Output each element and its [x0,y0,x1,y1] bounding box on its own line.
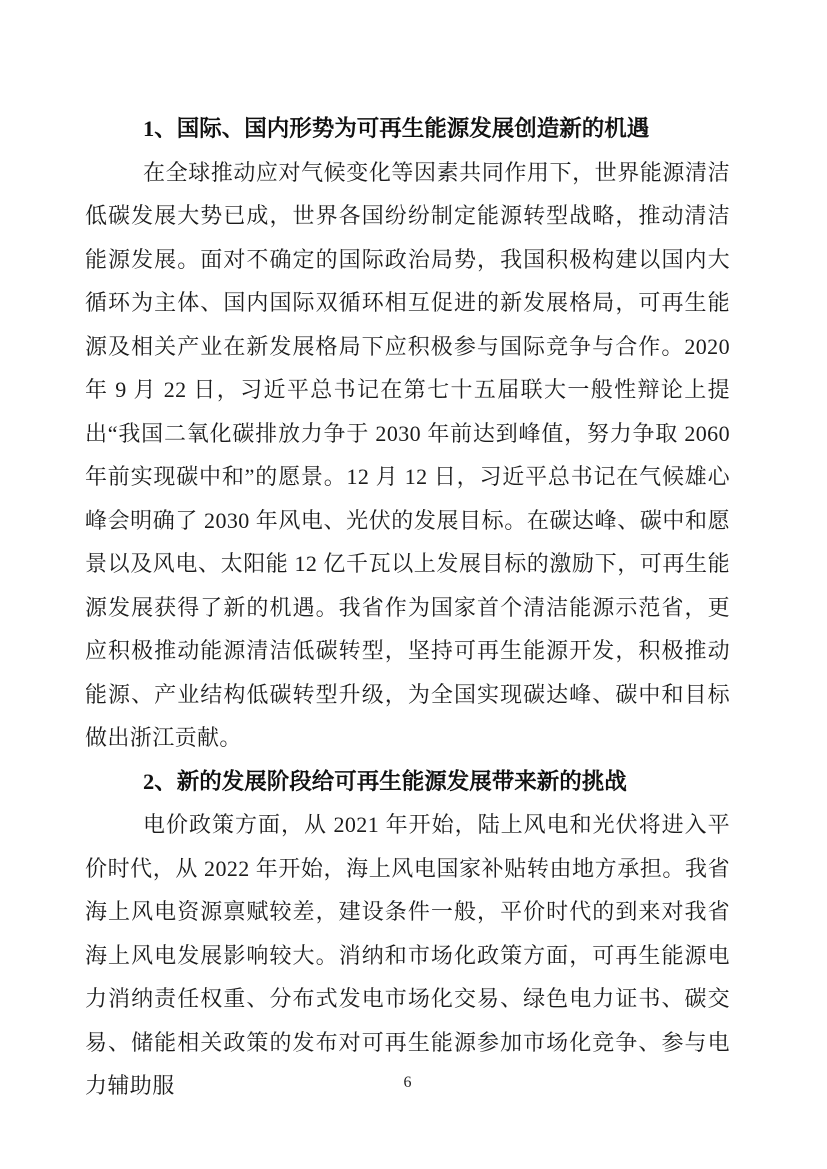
document-content [85,107,730,1108]
section-2-paragraph: 电价政策方面，从 2021 年开始，陆上风电和光伏将进入平价时代，从 2022 年开始，海上风电国家补贴转由地方承担。我省海上风电资源禀赋较差，建设条件一般，平价时代的到来对我省海上风电发展影响较大。消纳和市场化政策方面，可再生能源电力消纳责任权重、分布式发电市场化交易、绿色电力证书、碳交易、储能相关政策的发布对可再生能源参加市场化竞争、参与电力辅助服 [85,812,730,1098]
page-footer [85,1074,730,1092]
section-1-paragraph: 在全球推动应对气候变化等因素共同作用下，世界能源清洁低碳发展大势已成，世界各国纷纷制定能源转型战略，推动清洁能源发展。面对不确定的国际政治局势，我国积极构建以国内大循环为主体、国内国际双循环相互促进的新发展格局，可再生能源及相关产业在新发展格局下应积极参与国际竞争与合作。2020 年 9 月 22 日，习近平总书记在第七十五届联大一般性辩论上提出“我国二氧化碳排放力争于 2030 年前达到峰值，努力争取 2060 年前实现碳中和”的愿景。12 月 12 日，习近平总书记在气候雄心峰会明确了 2030 年风电、光伏的发展目标。在碳达峰、碳中和愿景以及风电、太阳能 12 亿千瓦以上发展目标的激励下，可再生能源发展获得了新的机遇。我省作为国家首个清洁能源示范省，更应积极推动能源清洁低碳转型，坚持可再生能源开发，积极推动能源、产业结构低碳转型升级，为全国实现碳达峰、碳中和目标做出浙江贡献。 [85,159,730,750]
page-number: 6 [403,1074,412,1091]
section-2 [85,760,730,1108]
section-1-heading: 1、国际、国内形势为可再生能源发展创造新的机遇 [143,116,650,141]
section-2-heading: 2、新的发展阶段给可再生能源发展带来新的挑战 [143,768,627,794]
section-1 [85,107,730,760]
